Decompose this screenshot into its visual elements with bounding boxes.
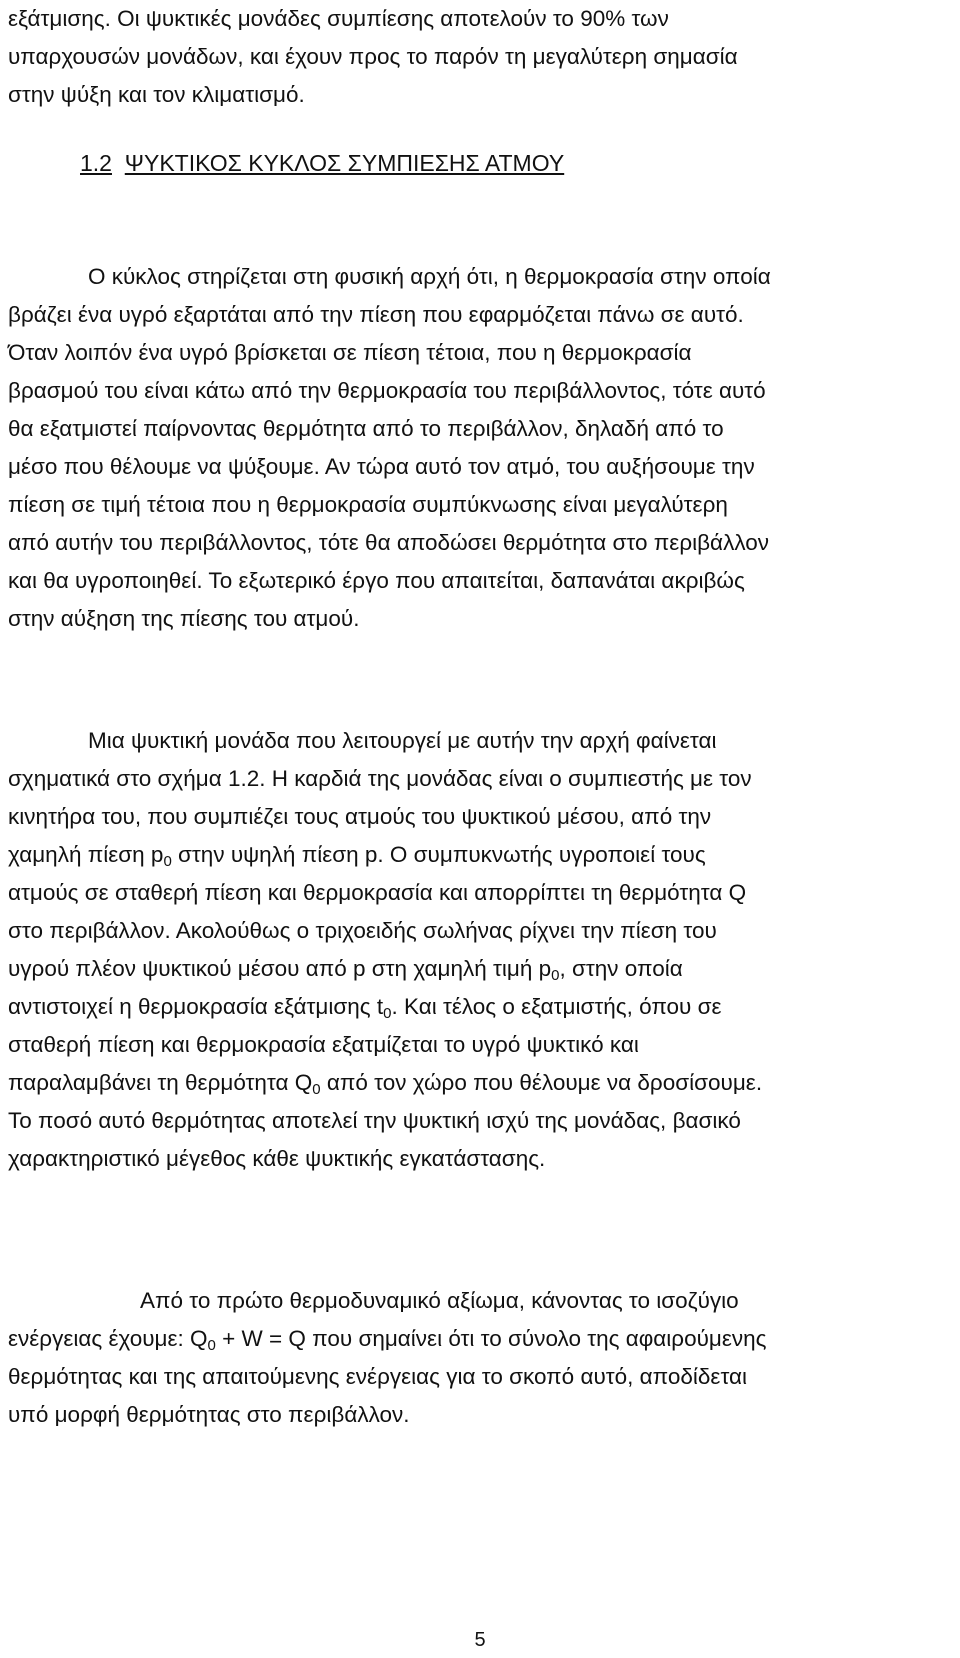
text-line: Το ποσό αυτό θερμότητας αποτελεί την ψυκτική ισχύ της μονάδας, βασικό bbox=[8, 1108, 741, 1133]
text-line: θα εξατμιστεί παίρνοντας θερμότητα από το περιβάλλον, δηλαδή από το bbox=[8, 416, 724, 441]
text-line bbox=[8, 1064, 938, 1102]
text-line: βρασμού του είναι κάτω από την θερμοκρασία του περιβάλλοντος, τότε αυτό bbox=[8, 378, 766, 403]
text-fragment: , στην οποία bbox=[559, 956, 683, 981]
text-fragment: + W = Q που σημαίνει ότι το σύνολο της αφαιρούμενης bbox=[215, 1326, 767, 1351]
text-line: στην ψύξη και τον κλιματισμό. bbox=[8, 82, 305, 107]
text-line: υπαρχουσών μονάδων, και έχουν προς το παρόν τη μεγαλύτερη σημασία bbox=[8, 44, 738, 69]
text-line bbox=[8, 988, 938, 1026]
text-line: στο περιβάλλον. Ακολούθως ο τριχοειδής σωλήνας ρίχνει την πίεση του bbox=[8, 918, 717, 943]
text-line: μέσο που θέλουμε να ψύξουμε. Αν τώρα αυτό τον ατμό, του αυξήσουμε την bbox=[8, 454, 755, 479]
text-line bbox=[8, 950, 938, 988]
text-line: χαρακτηριστικό μέγεθος κάθε ψυκτικής εγκατάστασης. bbox=[8, 1146, 546, 1171]
text-line: σχηματικά στο σχήμα 1.2. Η καρδιά της μονάδας είναι ο συμπιεστής με τον bbox=[8, 766, 752, 791]
subscript: 0 bbox=[163, 853, 172, 870]
text-line: υπό μορφή θερμότητας στο περιβάλλον. bbox=[8, 1402, 410, 1427]
text-line: εξάτμισης. Οι ψυκτικές μονάδες συμπίεσης αποτελούν το 90% των bbox=[8, 6, 669, 31]
intro-paragraph bbox=[8, 0, 938, 114]
text-line: Όταν λοιπόν ένα υγρό βρίσκεται σε πίεση τέτοια, που η θερμοκρασία bbox=[8, 340, 692, 365]
text-line: Από το πρώτο θερμοδυναμικό αξίωμα, κάνοντας το ισοζύγιο bbox=[140, 1288, 739, 1313]
paragraph-2 bbox=[8, 722, 938, 1178]
text-line: πίεση σε τιμή τέτοια που η θερμοκρασία συμπύκνωσης είναι μεγαλύτερη bbox=[8, 492, 728, 517]
text-line bbox=[8, 1320, 938, 1358]
text-line: και θα υγροποιηθεί. Το εξωτερικό έργο που απαιτείται, δαπανάται ακριβώς bbox=[8, 568, 745, 593]
text-line: Ο κύκλος στηρίζεται στη φυσική αρχή ότι, η θερμοκρασία στην οποία bbox=[88, 264, 771, 289]
text-line: κινητήρα του, που συμπιέζει τους ατμούς του ψυκτικού μέσου, από την bbox=[8, 804, 712, 829]
section-number: 1.2 bbox=[80, 150, 112, 176]
text-line: βράζει ένα υγρό εξαρτάται από την πίεση που εφαρμόζεται πάνω σε αυτό. bbox=[8, 302, 744, 327]
page-number: 5 bbox=[474, 1629, 486, 1651]
subscript: 0 bbox=[383, 1005, 392, 1022]
text-fragment: χαμηλή πίεση p bbox=[8, 842, 164, 867]
subscript: 0 bbox=[551, 967, 560, 984]
text-line: Μια ψυκτική μονάδα που λειτουργεί με αυτήν την αρχή φαίνεται bbox=[88, 728, 717, 753]
text-fragment: αντιστοιχεί η θερμοκρασία εξάτμισης t bbox=[8, 994, 384, 1019]
text-line: από αυτήν του περιβάλλοντος, τότε θα αποδώσει θερμότητα στο περιβάλλον bbox=[8, 530, 769, 555]
paragraph-1 bbox=[8, 258, 938, 638]
section-title: ΨΥΚΤΙΚΟΣ ΚΥΚΛΟΣ ΣΥΜΠΙΕΣΗΣ ΑΤΜΟΥ bbox=[124, 150, 565, 176]
paragraph-3 bbox=[8, 1282, 938, 1434]
text-fragment: υγρού πλέον ψυκτικού μέσου από p στη χαμηλή τιμή p bbox=[8, 956, 552, 981]
text-line: θερμότητας και της απαιτούμενης ενέργειας για το σκοπό αυτό, αποδίδεται bbox=[8, 1364, 748, 1389]
text-line: σταθερή πίεση και θερμοκρασία εξατμίζεται το υγρό ψυκτικό και bbox=[8, 1032, 639, 1057]
section-heading bbox=[80, 144, 564, 182]
text-line bbox=[8, 836, 938, 874]
text-line: ατμούς σε σταθερή πίεση και θερμοκρασία και απορρίπτει τη θερμότητα Q bbox=[8, 880, 747, 905]
text-fragment: από τον χώρο που θέλουμε να δροσίσουμε. bbox=[320, 1070, 763, 1095]
text-fragment: . Και τέλος ο εξατμιστής, όπου σε bbox=[391, 994, 722, 1019]
subscript: 0 bbox=[312, 1081, 321, 1098]
text-line: στην αύξηση της πίεσης του ατμού. bbox=[8, 606, 360, 631]
subscript: 0 bbox=[207, 1337, 216, 1354]
text-fragment: στην υψηλή πίεση p. Ο συμπυκνωτής υγροποιεί τους bbox=[171, 842, 706, 867]
text-fragment: παραλαμβάνει τη θερμότητα Q bbox=[8, 1070, 313, 1095]
text-fragment: ενέργειας έχουμε: Q bbox=[8, 1326, 208, 1351]
